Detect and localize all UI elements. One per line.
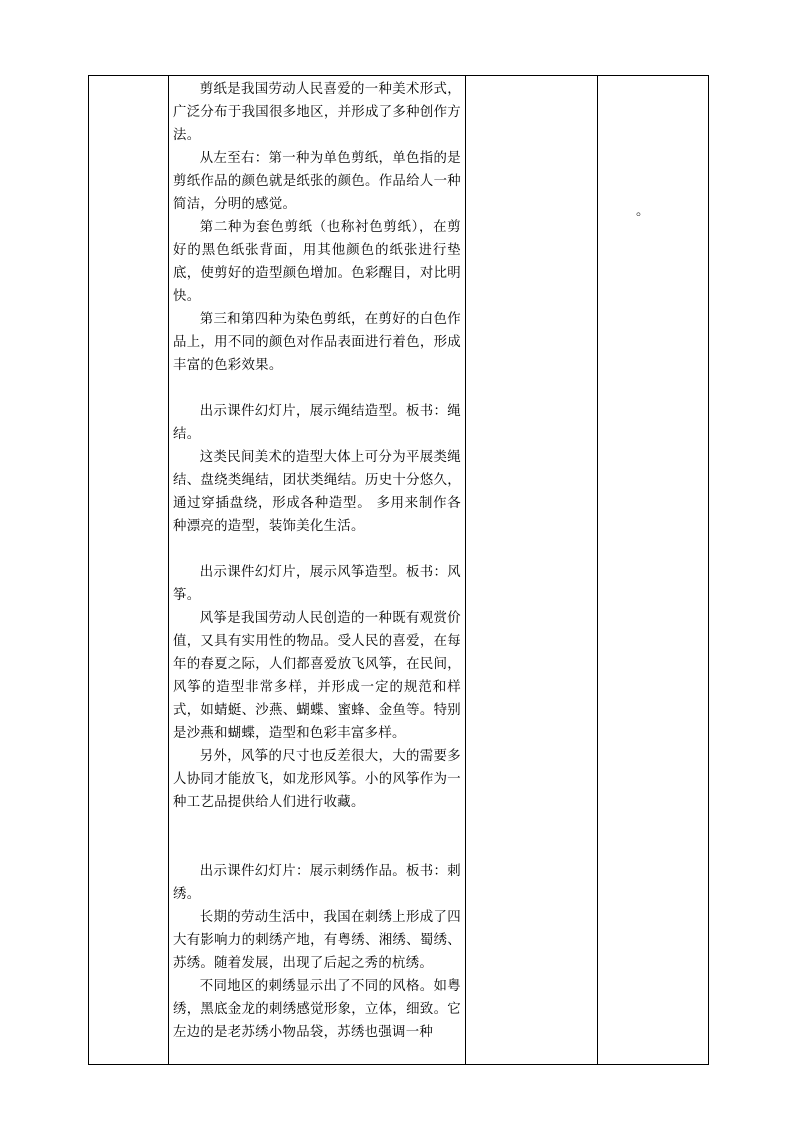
paragraph: 第三和第四种为染色剪纸，在剪好的白色作品上，用不同的颜色对作品表面进行着色，形成丰富的色彩效果。	[173, 312, 461, 373]
paragraph: 风筝是我国劳动人民创造的一种既有观赏价值，又具有实用性的物品。受人民的喜爱，在每年的春夏之际，人们都喜爱放飞风筝，在民间，风筝的造型非常多样，并形成一定的规范和样式，如蜻蜓、沙燕、蝴蝶、蜜蜂、金鱼等。特别是沙燕和蝴蝶，造型和色彩丰富多样。	[173, 611, 461, 741]
paragraph: 第二种为套色剪纸（也称衬色剪纸），在剪好的黑色纸张背面，用其他颜色的纸张进行垫底，使剪好的造型颜色增加。色彩醒目，对比明快。	[173, 220, 461, 304]
blank-line	[173, 814, 461, 837]
paragraph: 出示课件幻灯片，展示风筝造型。板书：风筝。	[173, 565, 461, 603]
table-cell-col3	[466, 76, 598, 1065]
table-cell-col1	[89, 76, 169, 1065]
paragraph: 这类民间美术的造型大体上可分为平展类绳结、盘绕类绳结，团状类绳结。历史十分悠久，通过穿插盘绕，形成各种造型。 多用来制作各种漂亮的造型，装饰美化生活。	[173, 450, 461, 534]
paragraph: 不同地区的刺绣显示出了不同的风格。如粤绣，黑底金龙的刺绣感觉形象，立体，细致。它左边的是老苏绣小物品袋，苏绣也强调一种	[173, 979, 461, 1040]
paragraph: 长期的劳动生活中，我国在刺绣上形成了四大有影响力的刺绣产地，有粤绣、湘绣、蜀绣、苏绣。随着发展，出现了后起之秀的杭绣。	[173, 910, 461, 971]
paragraph: 另外，风筝的尺寸也反差很大，大的需要多人协同才能放飞，如龙形风筝。小的风筝作为一种工艺品提供给人们进行收藏。	[173, 749, 461, 810]
table-cell-col4	[598, 76, 709, 1065]
blank-line	[173, 377, 461, 400]
lesson-table	[88, 75, 709, 1065]
blank-line	[173, 538, 461, 561]
blank-line	[173, 837, 461, 860]
table-cell-content	[169, 76, 466, 1065]
paragraph: 出示课件幻灯片：展示刺绣作品。板书：刺绣。	[173, 864, 461, 902]
col4-content	[598, 76, 708, 1064]
period-mark: 。	[636, 204, 650, 219]
table-row	[89, 76, 709, 1065]
paragraph: 出示课件幻灯片，展示绳结造型。板书：绳结。	[173, 404, 461, 442]
paragraph: 从左至右：第一种为单色剪纸，单色指的是剪纸作品的颜色就是纸张的颜色。作品给人一种简洁，分明的感觉。	[173, 151, 461, 212]
lesson-content	[169, 76, 465, 1044]
paragraph: 剪纸是我国劳动人民喜爱的一种美术形式，广泛分布于我国很多地区，并形成了多种创作方法。	[173, 82, 461, 143]
